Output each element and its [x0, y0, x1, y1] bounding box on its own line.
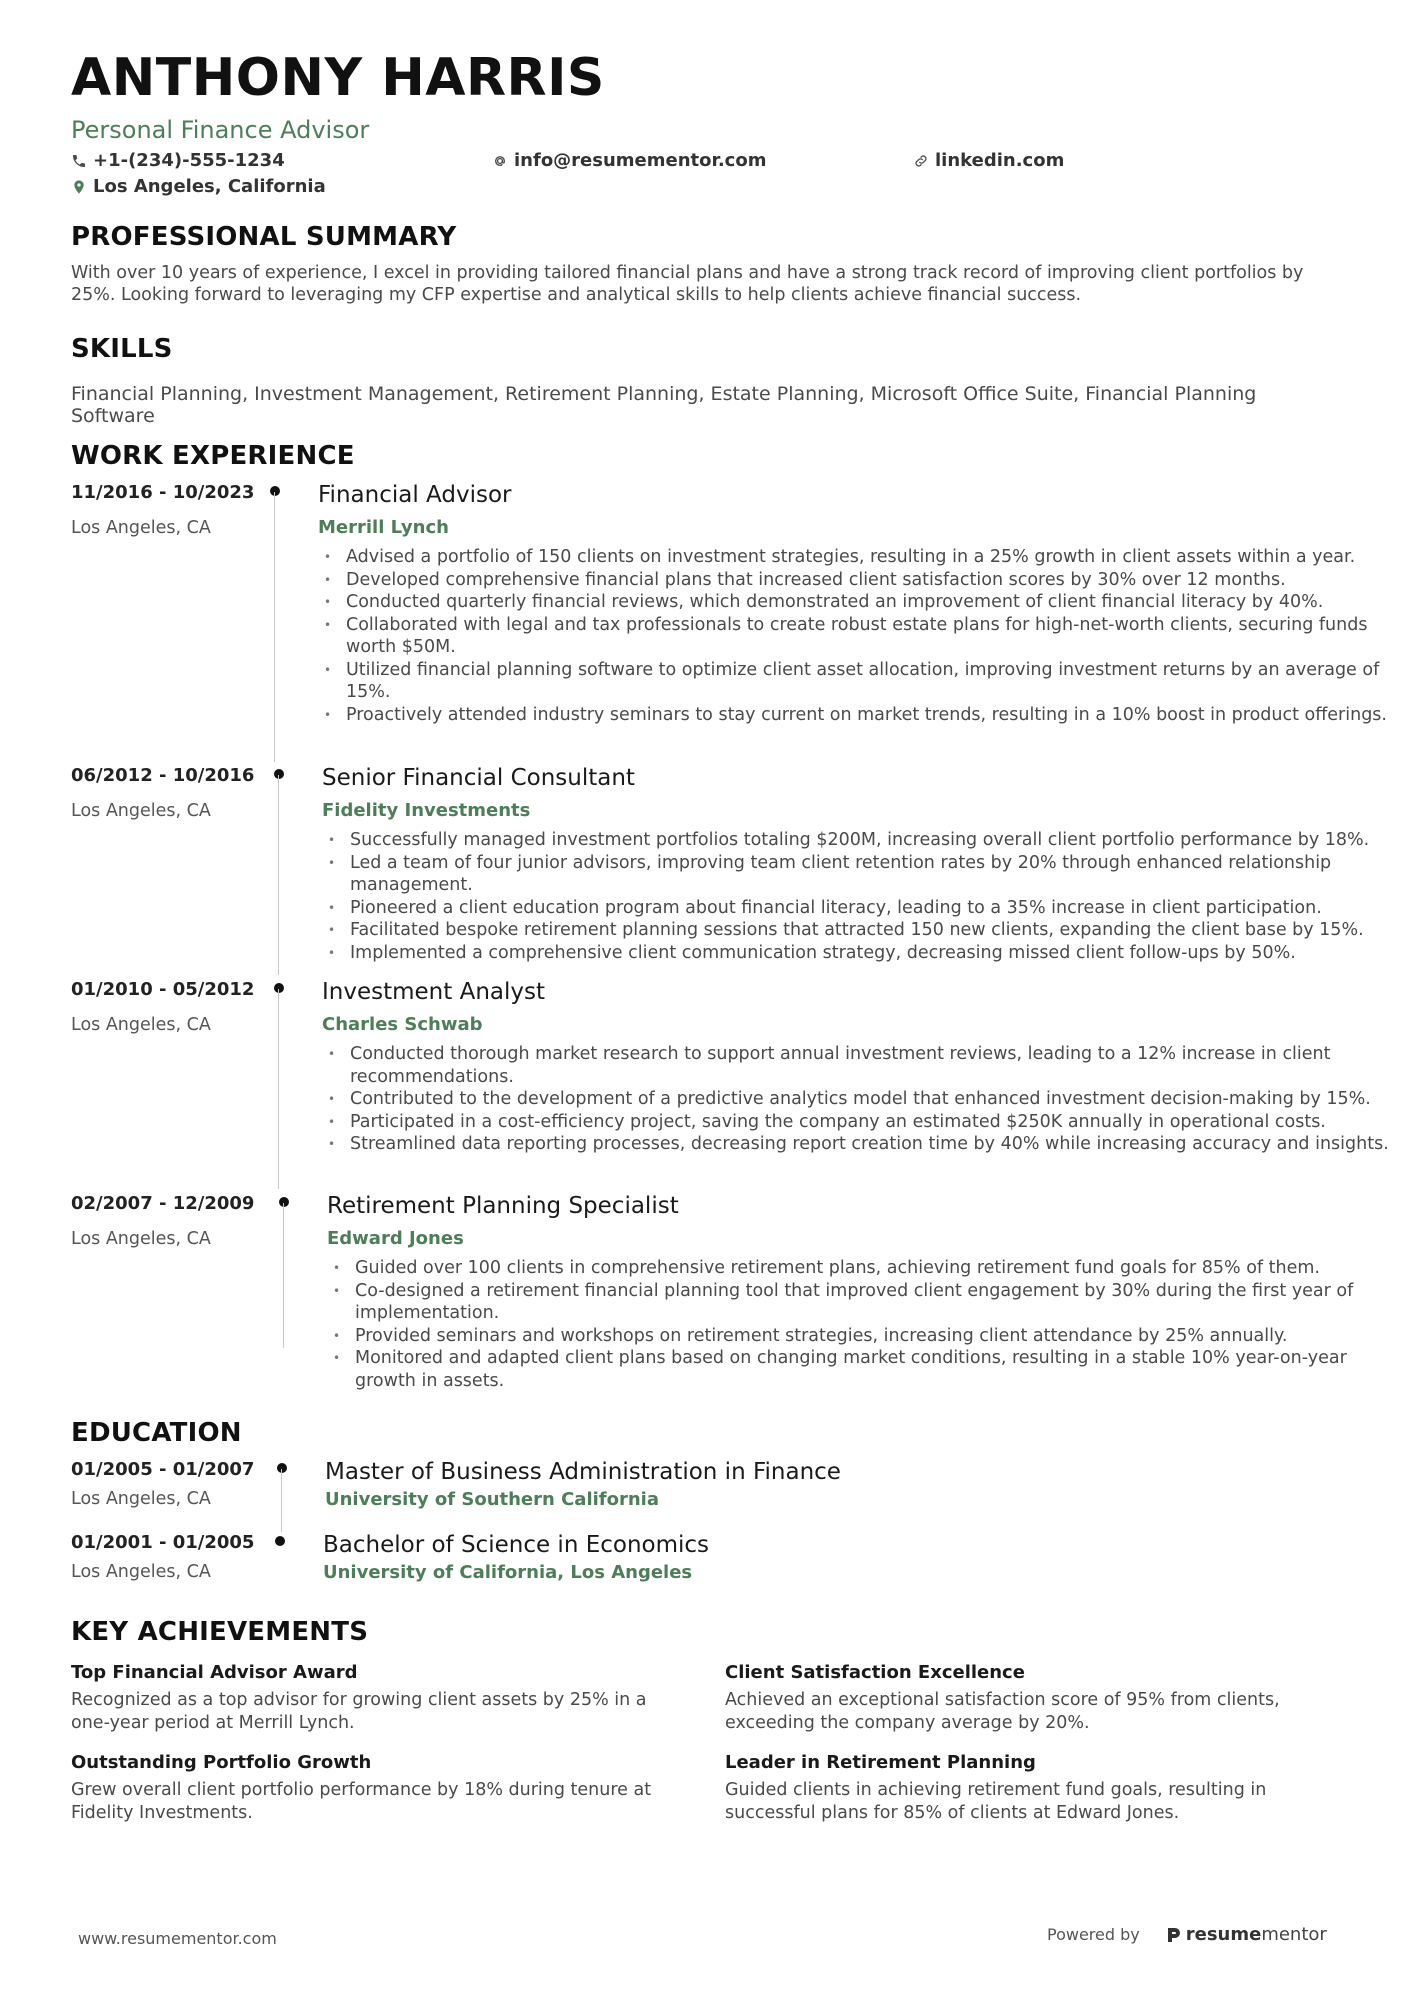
timeline-line: [278, 775, 279, 975]
job-location: Los Angeles, CA: [71, 1015, 211, 1035]
job-bullet: • Monitored and adapted client plans based on changing market conditions, resulting in a stable 10% year-on-year growth in assets.: [327, 1347, 1410, 1392]
job-bullet: • Provided seminars and workshops on retirement strategies, increasing client attendance by 25% annually.: [327, 1325, 1410, 1348]
achievement-title: Top Financial Advisor Award: [71, 1662, 358, 1683]
location-pin-icon: [71, 179, 87, 195]
job-title: Retirement Planning Specialist: [327, 1193, 679, 1219]
job-bullet: • Guided over 100 clients in comprehensive retirement plans, achieving retirement fund goals for 85% of them.: [327, 1257, 1410, 1280]
job-bullet: • Led a team of four junior advisors, improving team client retention rates by 20% through enhanced relationship management.: [322, 852, 1410, 897]
timeline-line: [283, 1203, 284, 1348]
email-text[interactable]: info@resumementor.com: [514, 150, 767, 171]
job-bullet: • Pioneered a client education program about financial literacy, leading to a 35% increase in client participation.: [322, 897, 1410, 920]
job-dates: 06/2012 - 10/2016: [71, 765, 255, 786]
resumementor-logo[interactable]: [1166, 1924, 1327, 1945]
job-bullet: • Participated in a cost-efficiency project, saving the company an estimated $250K annually in operational costs.: [322, 1111, 1410, 1134]
contact-location: [71, 176, 326, 198]
experience-heading: WORK EXPERIENCE: [71, 441, 355, 471]
skills-text: Financial Planning, Investment Management, Retirement Planning, Estate Planning, Microsoft Office Suite, Financial Planning Software: [71, 383, 1257, 427]
achievement-text: Guided clients in achieving retirement fund goals, resulting in successful plans for 85% of clients at Edward Jones.: [725, 1780, 1267, 1823]
job-dates: 01/2010 - 05/2012: [71, 979, 255, 1000]
contact-email[interactable]: [492, 150, 766, 172]
linkedin-text[interactable]: linkedin.com: [935, 150, 1065, 171]
job-bullet: • Successfully managed investment portfolios totaling $200M, increasing overall client portfolio performance by 18%.: [322, 829, 1410, 852]
education-degree: Bachelor of Science in Economics: [323, 1532, 710, 1558]
job-bullet: • Facilitated bespoke retirement planning sessions that attracted 150 new clients, expanding the client base by 15%.: [322, 919, 1410, 942]
achievement-title: Outstanding Portfolio Growth: [71, 1752, 372, 1773]
job-location: Los Angeles, CA: [71, 518, 211, 538]
phone-text: +1-(234)-555-1234: [93, 150, 285, 171]
job-title: Senior Financial Consultant: [322, 765, 635, 791]
achievement-item: [725, 1661, 1335, 1735]
timeline-dot: [275, 1536, 285, 1546]
timeline-dot: [279, 1197, 289, 1207]
education-dates: 01/2001 - 01/2005: [71, 1532, 255, 1553]
job-title: Investment Analyst: [322, 979, 545, 1005]
at-icon: [492, 153, 508, 169]
job-company: Edward Jones: [327, 1228, 464, 1249]
timeline-line: [281, 1469, 282, 1532]
job-bullet: • Proactively attended industry seminars to stay current on market trends, resulting in a 10% boost in product offerings.: [318, 704, 1410, 727]
candidate-name: ANTHONY HARRIS: [71, 48, 605, 108]
achievement-title: Client Satisfaction Excellence: [725, 1662, 1025, 1683]
job-bullet: • Contributed to the development of a predictive analytics model that enhanced investment decision-making by 15%.: [322, 1088, 1410, 1111]
job-company: Charles Schwab: [322, 1014, 483, 1035]
education-degree: Master of Business Administration in Finance: [325, 1459, 841, 1485]
education-dates: 01/2005 - 01/2007: [71, 1459, 255, 1480]
brand-light: mentor: [1261, 1924, 1327, 1945]
achievement-item: [725, 1751, 1335, 1825]
timeline-dot: [274, 983, 284, 993]
job-bullets: [318, 546, 1410, 726]
achievement-title: Leader in Retirement Planning: [725, 1752, 1036, 1773]
powered-by-label: Powered by: [1047, 1925, 1140, 1944]
education-location: Los Angeles, CA: [71, 1562, 211, 1582]
timeline-dot: [277, 1463, 287, 1473]
achievement-text: Achieved an exceptional satisfaction score of 95% from clients, exceeding the company average by 20%.: [725, 1690, 1280, 1733]
location-text: Los Angeles, California: [93, 176, 326, 197]
timeline-dot: [274, 769, 284, 779]
summary-text: With over 10 years of experience, I excel in providing tailored financial plans and have a strong track record of improving client portfolios by 25%. Looking forward to leveraging my CFP expertise and analytical skills to help clients achieve financial success.: [71, 263, 1304, 305]
candidate-role: Personal Finance Advisor: [71, 116, 370, 144]
timeline-dot: [270, 486, 280, 496]
job-bullet: • Streamlined data reporting processes, decreasing report creation time by 40% while increasing accuracy and insights.: [322, 1133, 1410, 1156]
achievement-item: [71, 1751, 681, 1825]
link-icon: [913, 153, 929, 169]
job-title: Financial Advisor: [318, 482, 512, 508]
job-dates: 02/2007 - 12/2009: [71, 1193, 255, 1214]
footer-branding: [1047, 1924, 1327, 1945]
job-location: Los Angeles, CA: [71, 801, 211, 821]
job-location: Los Angeles, CA: [71, 1229, 211, 1249]
footer-website[interactable]: www.resumementor.com: [78, 1929, 277, 1948]
job-bullets: [322, 1043, 1410, 1156]
job-company: Merrill Lynch: [318, 517, 449, 538]
job-bullet: • Utilized financial planning software to optimize client asset allocation, improving investment returns by an average of 15%.: [318, 659, 1410, 704]
job-company: Fidelity Investments: [322, 800, 531, 821]
timeline-line: [278, 989, 279, 1189]
job-bullets: [327, 1257, 1410, 1392]
skills-heading: SKILLS: [71, 334, 173, 364]
education-location: Los Angeles, CA: [71, 1489, 211, 1509]
job-bullet: • Developed comprehensive financial plans that increased client satisfaction scores by 30% over 12 months.: [318, 569, 1410, 592]
education-school: University of Southern California: [325, 1489, 660, 1510]
job-bullet: • Implemented a comprehensive client communication strategy, decreasing missed client follow-ups by 50%.: [322, 942, 1410, 965]
achievements-heading: KEY ACHIEVEMENTS: [71, 1617, 369, 1647]
education-heading: EDUCATION: [71, 1418, 242, 1448]
contact-phone: [71, 150, 285, 172]
achievement-text: Recognized as a top advisor for growing client assets by 25% in a one-year period at Merrill Lynch.: [71, 1690, 647, 1733]
job-bullets: [322, 829, 1410, 964]
job-bullet: • Advised a portfolio of 150 clients on investment strategies, resulting in a 25% growth in client assets within a year.: [318, 546, 1410, 569]
job-bullet: • Conducted thorough market research to support annual investment reviews, leading to a 12% increase in client recommendations.: [322, 1043, 1410, 1088]
phone-icon: [71, 153, 87, 169]
job-dates: 11/2016 - 10/2023: [71, 482, 255, 503]
education-school: University of California, Los Angeles: [323, 1562, 693, 1583]
timeline-line: [274, 492, 275, 762]
contact-linkedin[interactable]: [913, 150, 1064, 172]
job-bullet: • Collaborated with legal and tax professionals to create robust estate plans for high-net-worth clients, securing funds worth $50M.: [318, 614, 1410, 659]
resumementor-logo-icon: [1166, 1926, 1182, 1944]
brand-bold: resume: [1185, 1924, 1262, 1945]
job-bullet: • Conducted quarterly financial reviews, which demonstrated an improvement of client financial literacy by 40%.: [318, 591, 1410, 614]
achievement-text: Grew overall client portfolio performance by 18% during tenure at Fidelity Investments.: [71, 1780, 652, 1823]
job-bullet: • Co-designed a retirement financial planning tool that improved client engagement by 30% during the first year of implementation.: [327, 1280, 1410, 1325]
achievement-item: [71, 1661, 681, 1735]
summary-heading: PROFESSIONAL SUMMARY: [71, 222, 457, 252]
